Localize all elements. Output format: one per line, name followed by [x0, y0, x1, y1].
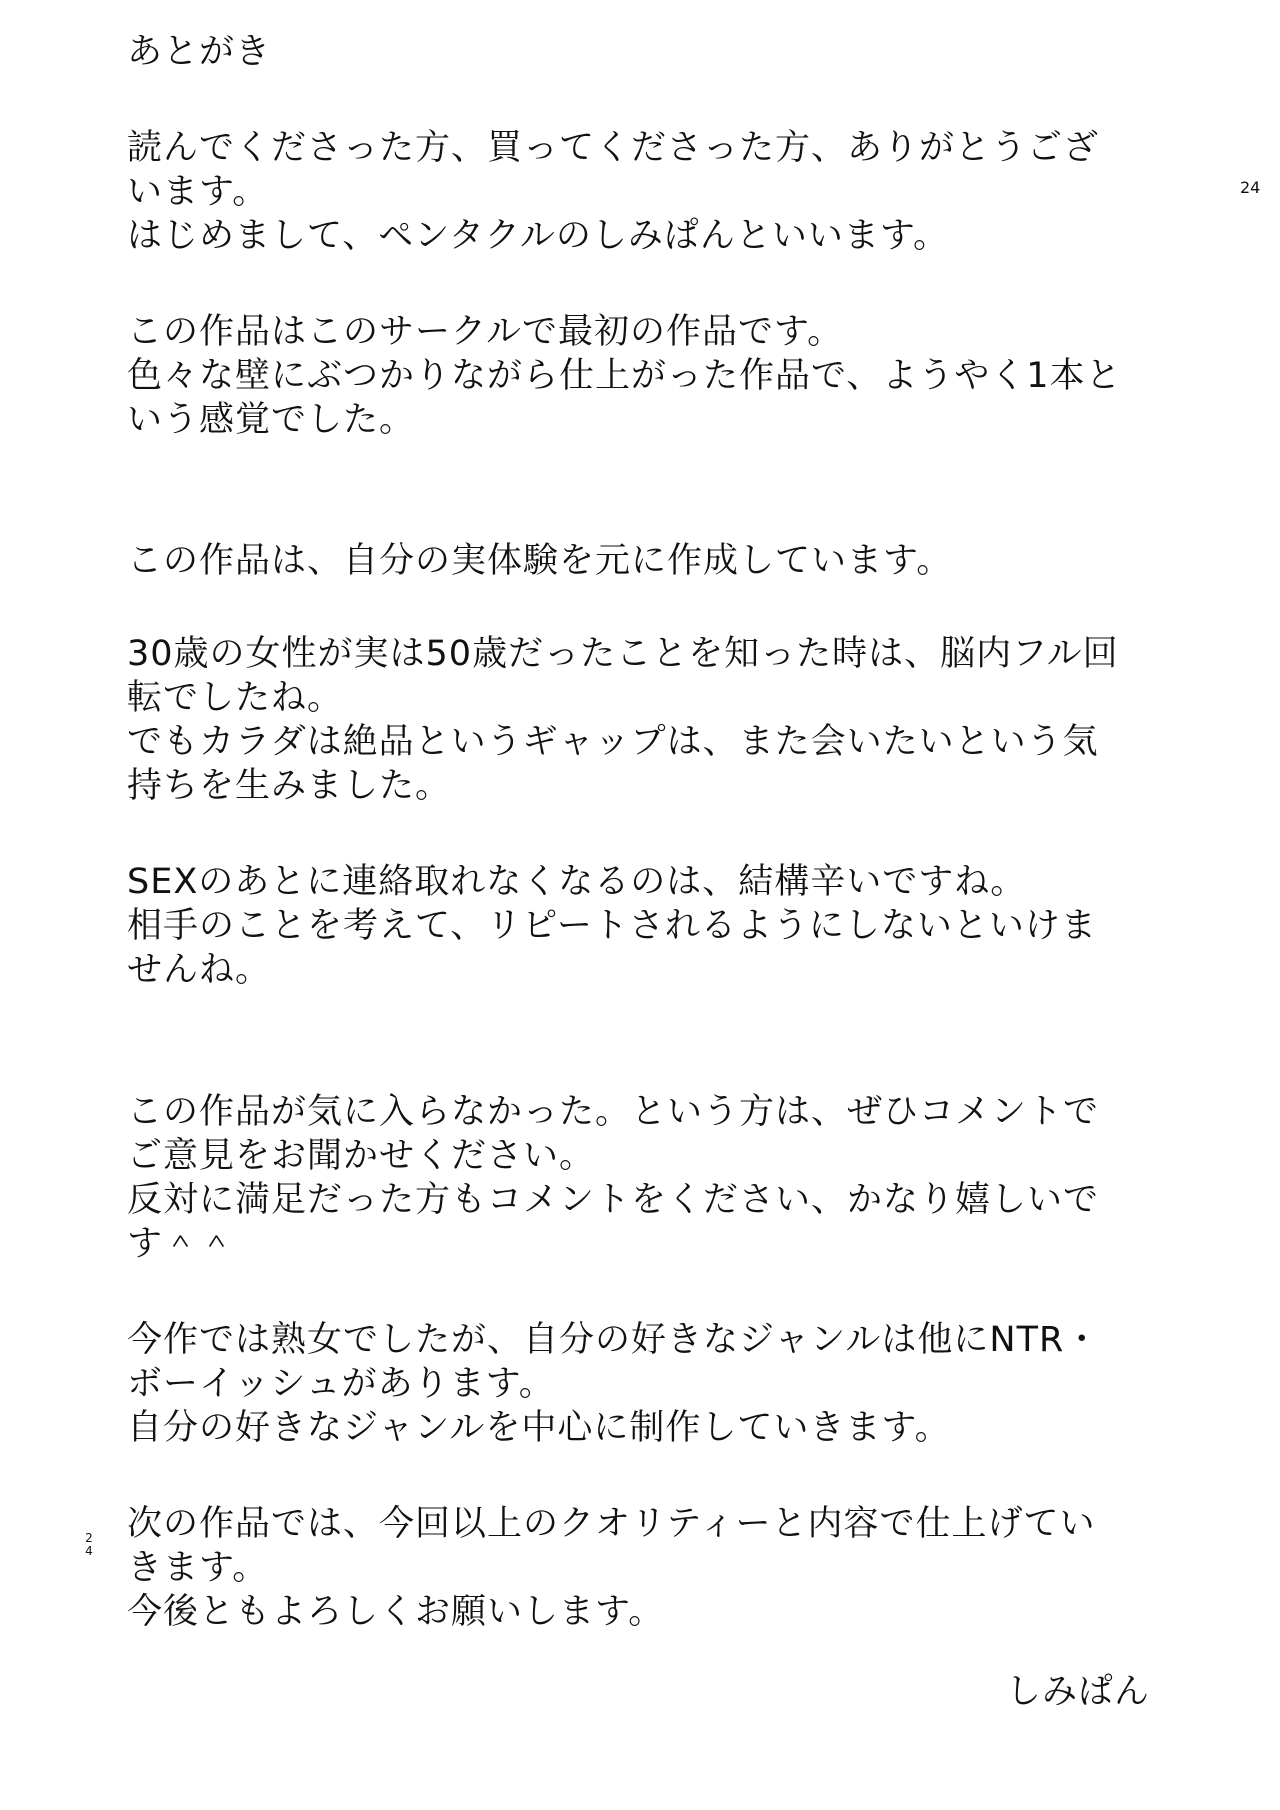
text-line: ご意見をお聞かせください。 [127, 1136, 596, 1176]
text-line: SEXのあとに連絡取れなくなるのは、結構辛いですね。 [127, 862, 1027, 902]
text-line: 反対に満足だった方もコメントをください、かなり嬉しいで [127, 1180, 1100, 1220]
text-line: この作品は、自分の実体験を元に作成しています。 [127, 541, 953, 581]
text-line: 次の作品では、今回以上のクオリティーと内容で仕上げてい [127, 1504, 1096, 1544]
text-line: 転でしたね。 [127, 678, 344, 718]
afterword-title: あとがき [127, 32, 272, 72]
page-number-vertical: 24 [85, 1531, 93, 1558]
text-line: いう感覚でした。 [127, 400, 416, 440]
text-line: 30歳の女性が実は50歳だったことを知った時は、脳内フル回 [127, 634, 1119, 674]
text-line: この作品が気に入らなかった。という方は、ぜひコメントで [127, 1092, 1100, 1132]
text-line: 読んでくださった方、買ってくださった方、ありがとうござ [127, 128, 1100, 168]
text-line: はじめまして、ペンタクルのしみぱんといいます。 [127, 216, 950, 256]
text-line: 今作では熟女でしたが、自分の好きなジャンルは他にNTR・ [127, 1320, 1101, 1360]
text-line: 今後ともよろしくお願いします。 [127, 1592, 665, 1632]
text-line: ボーイッシュがあります。 [127, 1364, 555, 1404]
text-line: 色々な壁にぶつかりながら仕上がった作品で、ようやく1本と [127, 356, 1122, 396]
text-line: 自分の好きなジャンルを中心に制作していきます。 [127, 1408, 951, 1448]
page-number: 24 [1240, 178, 1261, 197]
text-line: 相手のことを考えて、リピートされるようにしないといけま [127, 906, 1097, 946]
author-signature: しみぱん [1006, 1672, 1151, 1712]
text-line: います。 [127, 172, 269, 212]
text-line: 持ちを生みました。 [127, 766, 452, 806]
text-line: す＾＾ [127, 1224, 236, 1264]
text-line: せんね。 [127, 950, 272, 990]
text-line: でもカラダは絶品というギャップは、また会いたいという気 [127, 722, 1099, 762]
text-line: きます。 [127, 1548, 269, 1588]
text-line: この作品はこのサークルで最初の作品です。 [127, 312, 844, 352]
